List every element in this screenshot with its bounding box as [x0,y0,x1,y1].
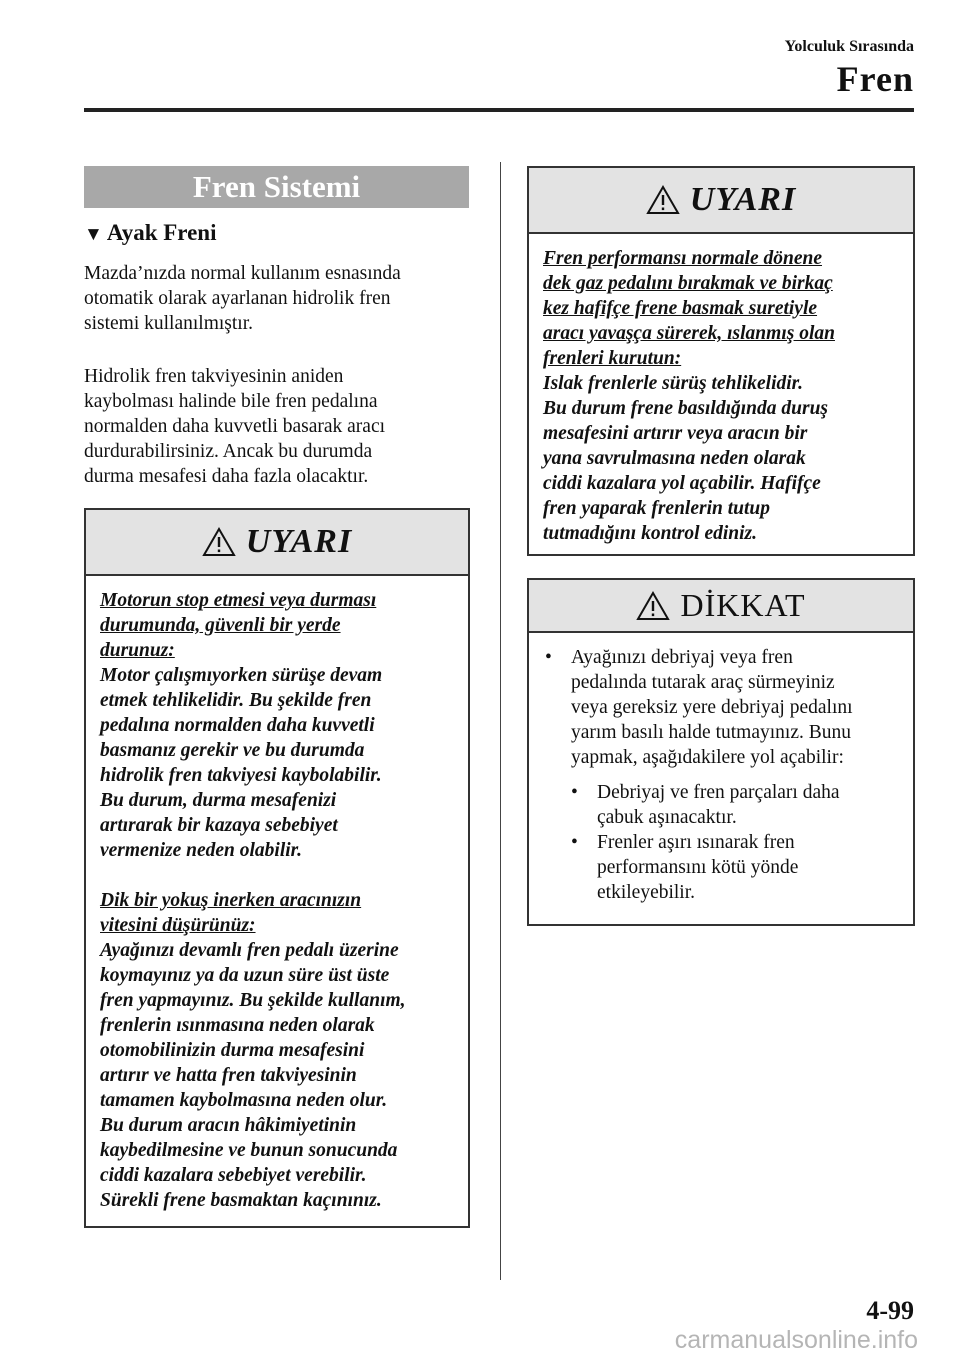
warning-text-line: basmanız gerekir ve bu durumda [100,740,365,761]
caution-body [529,633,913,905]
bullet-icon: • [545,647,552,668]
warning-heading-line: Dik bir yokuş inerken aracınızın [100,890,362,911]
warning-title: UYARI [689,181,797,218]
text-line: Hidrolik fren takviyesinin aniden [84,366,344,387]
warning-text-line: yana savrulmasına neden olarak [543,448,806,469]
text-line: etkileyebilir. [597,882,696,903]
caution-bullet-text [571,645,853,770]
intro-paragraph [84,261,474,336]
text-line: durma mesafesi daha fazla olacaktır. [84,466,369,487]
column-divider [500,162,501,1280]
warning-heading-line: frenleri kurutun: [543,348,682,369]
text-line: yapmak, aşağıdakilere yol açabilir: [571,747,844,768]
warning-text-line: Bu durum, durma mesafenizi [100,790,337,811]
warning-text-line: Bu durum frene basıldığında duruş [543,398,829,419]
warning-body [86,576,468,1213]
booster-paragraph [84,364,474,489]
warning-text-line: artırarak bir kazaya sebebiyet [100,815,338,836]
text-line: performansını kötü yönde [597,857,799,878]
warning-text-line: fren yapmayınız. Bu şekilde kullanım, [100,990,406,1011]
warning-text-line: Islak frenlerle sürüş tehlikelidir. [543,373,804,394]
warning-triangle-icon [646,185,680,215]
subheading-text: Ayak Freni [106,220,217,245]
warning-heading-line: vitesini düşürünüz: [100,915,256,936]
spacer [100,863,452,888]
warning-triangle-icon [636,591,670,621]
warning-heading-line: durunuz: [100,640,175,661]
warning-text-line: hidrolik fren takviyesi kaybolabilir. [100,765,382,786]
text-line: Ayağınızı debriyaj veya fren [571,647,793,668]
bullet-icon: • [571,832,578,853]
section-title: Fren Sistemi [84,166,469,208]
warning-heading-line: Motorun stop etmesi veya durması [100,590,377,611]
warning-triangle-icon [202,527,236,557]
warning-text-line: Sürekli frene basmaktan kaçınınız. [100,1190,382,1211]
warning-text-line: koymayınız ya da uzun süre üst üste [100,965,390,986]
list-item [571,830,897,905]
page-number: 4-99 [866,1296,914,1325]
warning-heading-line: dek gaz pedalını bırakmak ve birkaç [543,273,833,294]
warning-text-line: tamamen kaybolmasına neden olur. [100,1090,388,1111]
warning-text-line: frenlerin ısınmasına neden olarak [100,1015,375,1036]
warning-text-line: vermenize neden olabilir. [100,840,303,861]
text-line: Mazda’nızda normal kullanım esnasında [84,263,401,284]
warning-text-line: artırır ve hatta fren takviyesinin [100,1065,357,1086]
warning-text-line: pedalına normalden daha kuvvetli [100,715,375,736]
header-rule [84,108,914,112]
warning-text-line: Motor çalışmıyorken sürüşe devam [100,665,383,686]
warning-text-line: kaybedilmesine ve bunun sonucunda [100,1140,398,1161]
warning-text-line: otomobilinizin durma mesafesini [100,1040,365,1061]
caution-box [527,578,915,926]
text-line: normalden daha kuvvetli basarak aracı [84,416,386,437]
warning-heading-line: durumunda, güvenli bir yerde [100,615,341,636]
list-item [571,780,897,830]
warning-text-line: etmek tehlikelidir. Bu şekilde fren [100,690,372,711]
subheading [84,220,217,246]
text-line: Frenler aşırı ısınarak fren [597,832,795,853]
text-line: pedalında tutarak araç sürmeyiniz [571,672,835,693]
warning-text-line: tutmadığını kontrol ediniz. [543,523,758,544]
warning-heading-line: aracı yavaşça sürerek, ıslanmış olan [543,323,835,344]
text-line: otomatik olarak ayarlanan hidrolik fren [84,288,391,309]
caution-bullet [545,645,897,770]
warning-text-line: Bu durum aracın hâkimiyetinin [100,1115,357,1136]
warning-body [529,234,913,546]
warning-text-line: Ayağınızı devamlı fren pedalı üzerine [100,940,399,961]
text-line: Debriyaj ve fren parçaları daha [597,782,840,803]
warning-box-engine-stop [84,508,470,1228]
text-line: kaybolması halinde bile fren pedalına [84,391,378,412]
warning-text-line: ciddi kazalara yol açabilir. Hafifçe [543,473,821,494]
warning-heading-line: Fren performansı normale dönene [543,248,822,269]
warning-header [86,510,468,576]
warning-header [529,168,913,234]
triangle-marker-icon: ▼ [84,224,103,245]
text-line: sistemi kullanılmıştır. [84,313,254,334]
warning-text-line: mesafesini artırır veya aracın bir [543,423,808,444]
text-line: çabuk aşınacaktır. [597,807,737,828]
warning-title: UYARI [245,523,353,560]
running-header-section: Yolculuk Sırasında [784,38,914,55]
bullet-icon: • [571,782,578,803]
warning-text-line: ciddi kazalara sebebiyet verebilir. [100,1165,367,1186]
text-line: durdurabilirsiniz. Ancak bu durumda [84,441,373,462]
caution-title: DİKKAT [680,587,806,623]
watermark: carmanualsonline.info [674,1326,918,1354]
running-header-chapter: Fren [836,59,914,99]
text-line: veya gereksiz yere debriyaj pedalını [571,697,853,718]
warning-heading-line: kez hafifçe frene basmak suretiyle [543,298,818,319]
caution-sub-list [545,780,897,905]
warning-text-line: fren yaparak frenlerin tutup [543,498,770,519]
caution-header [529,580,913,633]
warning-box-wet-brakes [527,166,915,556]
text-line: yarım basılı halde tutmayınız. Bunu [571,722,851,743]
